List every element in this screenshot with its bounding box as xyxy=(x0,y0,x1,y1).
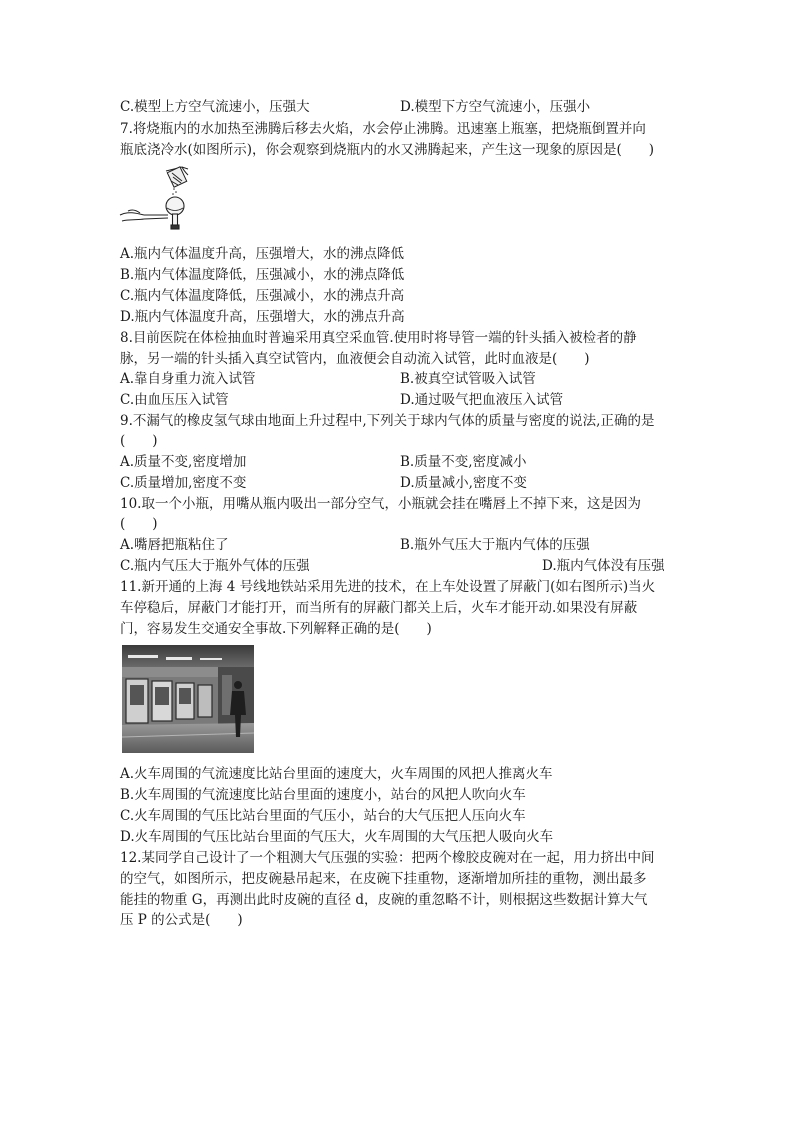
q6-option-d: D.模型下方空气流速小，压强小 xyxy=(400,99,591,115)
q9-option-b: B.质量不变,密度减小 xyxy=(400,454,527,470)
q10-option-b: B.瓶外气压大于瓶内气体的压强 xyxy=(400,537,590,553)
q11-stem-line2: 车停稳后，屏蔽门才能打开，而当所有的屏蔽门都关上后，火车才能开动.如果没有屏蔽 xyxy=(120,600,638,616)
q9-option-c: C.质量增加,密度不变 xyxy=(120,475,247,491)
q12-stem-line1: 12.某同学自己设计了一个粗测大气压强的实验：把两个橡胶皮碗对在一起，用力挤出中间 xyxy=(120,850,655,866)
q9-stem-line2: ( ) xyxy=(120,433,158,449)
q9-stem-line1: 9.不漏气的橡皮氢气球由地面上升过程中,下列关于球内气体的质量与密度的说法,正确的是 xyxy=(120,413,655,429)
q9-option-d: D.质量减小,密度不变 xyxy=(400,475,527,491)
q11-stem-line3: 门，容易发生交通安全事故.下列解释正确的是( ) xyxy=(120,621,432,637)
q7-option-b: B.瓶内气体温度降低，压强减小，水的沸点降低 xyxy=(120,267,405,283)
q10-stem-line1: 10.取一个小瓶，用嘴从瓶内吸出一部分空气，小瓶就会挂在嘴唇上不掉下来，这是因为 xyxy=(120,496,641,512)
q11-option-c: C.火车周围的气压比站台里面的气压小，站台的大气压把人压向火车 xyxy=(120,808,526,824)
q7-stem-line1: 7.将烧瓶内的水加热至沸腾后移去火焰，水会停止沸腾。迅速塞上瓶塞，把烧瓶倒置并向 xyxy=(120,121,646,137)
q12-stem-line3: 能挂的物重 G，再测出此时皮碗的直径 d，皮碗的重忽略不计，则根据这些数据计算大气 xyxy=(120,892,648,908)
q7-option-d: D.瓶内气体温度升高，压强增大，水的沸点升高 xyxy=(120,309,405,325)
q8-option-a: A.靠自身重力流入试管 xyxy=(120,371,256,387)
q10-option-a: A.嘴唇把瓶粘住了 xyxy=(120,537,229,553)
q8-stem-line2: 脉，另一端的针头插入真空试管内，血液便会自动流入试管，此时血液是( ) xyxy=(120,351,590,367)
q9-option-a: A.质量不变,密度增加 xyxy=(120,454,247,470)
q10-stem-line2: ( ) xyxy=(120,516,158,532)
q11-option-b: B.火车周围的气流速度比站台里面的速度小，站台的风把人吹向火车 xyxy=(120,787,526,803)
q12-stem-line4: 压 P 的公式是( ) xyxy=(120,912,243,928)
q7-option-a: A.瓶内气体温度升高，压强增大，水的沸点降低 xyxy=(120,246,405,262)
q12-stem-line2: 的空气，如图所示，把皮碗悬吊起来，在皮碗下挂重物，逐渐增加所挂的重物，测出最多 xyxy=(120,871,647,887)
q10-option-c: C.瓶内气压大于瓶外气体的压强 xyxy=(120,558,310,574)
q11-option-a: A.火车周围的气流速度比站台里面的速度大，火车周围的风把人推离火车 xyxy=(120,766,553,782)
q8-option-d: D.通过吸气把血液压入试管 xyxy=(400,392,564,408)
q6-option-c: C.模型上方空气流速小，压强大 xyxy=(120,99,310,115)
q7-stem-line2: 瓶底浇冷水(如图所示)，你会观察到烧瓶内的水又沸腾起来，产生这一现象的原因是( ) xyxy=(120,142,655,158)
subway-screen-door-photo xyxy=(122,645,254,753)
q11-stem-line1: 11.新开通的上海 4 号线地铁站采用先进的技术，在上车处设置了屏蔽门(如右图所示)当火 xyxy=(120,579,656,595)
flask-cold-water-figure xyxy=(118,163,190,235)
q8-option-c: C.由血压压入试管 xyxy=(120,392,229,408)
q8-option-b: B.被真空试管吸入试管 xyxy=(400,371,536,387)
q11-option-d: D.火车周围的气压比站台里面的气压大，火车周围的大气压把人吸向火车 xyxy=(120,829,554,845)
q10-option-d: D.瓶内气体没有压强 xyxy=(542,558,665,574)
q8-stem-line1: 8.目前医院在体检抽血时普遍采用真空采血管.使用时将导管一端的针头插入被检者的静 xyxy=(120,330,637,346)
q7-option-c: C.瓶内气体温度降低，压强减小，水的沸点升高 xyxy=(120,288,405,304)
